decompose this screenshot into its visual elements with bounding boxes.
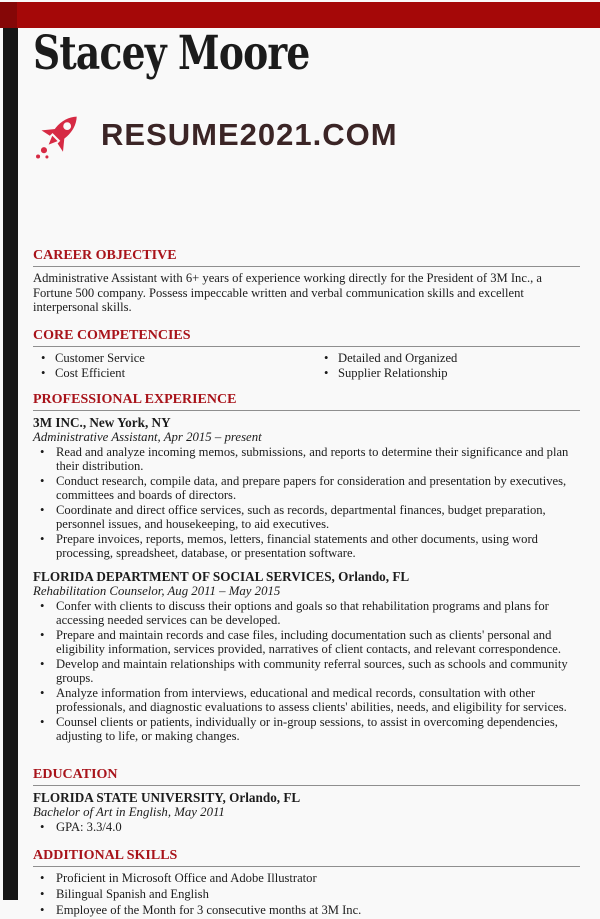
career-objective-title: CAREER OBJECTIVE xyxy=(33,248,580,267)
site-logo[interactable] xyxy=(33,104,580,166)
job-bullet: • Prepare invoices, reports, memos, letters, financial statements and other documents, using word processing, spreadsheet, database, or presentation software. xyxy=(33,532,580,560)
professional-experience-title: PROFESSIONAL EXPERIENCE xyxy=(33,392,580,411)
job-company: 3M INC., New York, NY xyxy=(33,414,171,430)
job-role-dates: Administrative Assistant, Apr 2015 – present xyxy=(33,429,262,444)
education-school: FLORIDA STATE UNIVERSITY, Orlando, FL xyxy=(33,790,301,806)
competency-item: • Supplier Relationship xyxy=(316,366,580,381)
competency-item: • Detailed and Organized xyxy=(316,351,580,366)
resume-page xyxy=(33,0,580,919)
section-career-objective xyxy=(33,248,580,315)
job-bullet: • Prepare and maintain records and case files, including documentation such as clients' personal and eligibility information, services provided, narratives of client contacts, and relevant correspondence. xyxy=(33,628,580,656)
job-bullet: • Develop and maintain relationships with community referral sources, such as schools and community groups. xyxy=(33,657,580,685)
education-degree: Bachelor of Art in English, May 2011 xyxy=(33,805,225,820)
job-entry xyxy=(33,415,580,561)
additional-skills-title: ADDITIONAL SKILLS xyxy=(33,848,580,867)
competency-item: • Cost Efficient xyxy=(33,366,316,381)
career-objective-text: Administrative Assistant with 6+ years of experience working directly for the President of 3M Inc., a Fortune 500 company. Possess impeccable written and verbal communication skills and excellent interpersonal skills. xyxy=(33,271,542,315)
top-bar-dark-cap xyxy=(0,2,17,28)
section-professional-experience xyxy=(33,392,580,744)
section-additional-skills xyxy=(33,848,580,918)
section-core-competencies xyxy=(33,328,580,381)
section-education xyxy=(33,767,580,834)
job-role-dates: Rehabilitation Counselor, Aug 2011 – May 2015 xyxy=(33,583,281,598)
skill-bullet: • Proficient in Microsoft Office and Adobe Illustrator xyxy=(33,871,580,886)
skill-bullet: • Employee of the Month for 3 consecutive months at 3M Inc. xyxy=(33,903,580,918)
rocket-icon xyxy=(33,105,87,165)
job-company: FLORIDA DEPARTMENT OF SOCIAL SERVICES, Orlando, FL xyxy=(33,568,410,584)
job-bullet: • Analyze information from interviews, educational and medical records, consultation with other professionals, and diagnostic evaluations to assess clients' abilities, needs, and eligibility for services. xyxy=(33,686,580,714)
left-black-bar xyxy=(3,28,18,900)
site-brand-text: RESUME2021.COM xyxy=(101,117,398,152)
job-bullet: • Coordinate and direct office services, such as records, departmental finances, budget preparation, personnel issues, and housekeeping, to aid executives. xyxy=(33,503,580,531)
job-bullet: • Counsel clients or patients, individually or in-group sessions, to assist in overcoming dependencies, adjusting to life, or making changes. xyxy=(33,715,580,743)
job-bullet: • Confer with clients to discuss their options and goals so that rehabilitation programs and plans for accessing needed services can be developed. xyxy=(33,599,580,627)
skill-bullet: • Bilingual Spanish and English xyxy=(33,887,580,902)
job-bullet: • Conduct research, compile data, and prepare papers for consideration and presentation by executives, committees and boards of directors. xyxy=(33,474,580,502)
person-name: Stacey Moore xyxy=(33,26,310,81)
competency-item: • Customer Service xyxy=(33,351,316,366)
competencies-list xyxy=(33,351,580,381)
job-bullet-list xyxy=(33,445,580,561)
skills-bullet-list xyxy=(33,871,580,918)
job-bullet: • Read and analyze incoming memos, submissions, and reports to determine their significance and plan their distribution. xyxy=(33,445,580,473)
education-bullet-list xyxy=(33,820,580,834)
education-title: EDUCATION xyxy=(33,767,580,786)
core-competencies-title: CORE COMPETENCIES xyxy=(33,328,580,347)
job-bullet-list xyxy=(33,599,580,744)
job-entry xyxy=(33,569,580,744)
education-bullet: • GPA: 3.3/4.0 xyxy=(33,820,580,834)
